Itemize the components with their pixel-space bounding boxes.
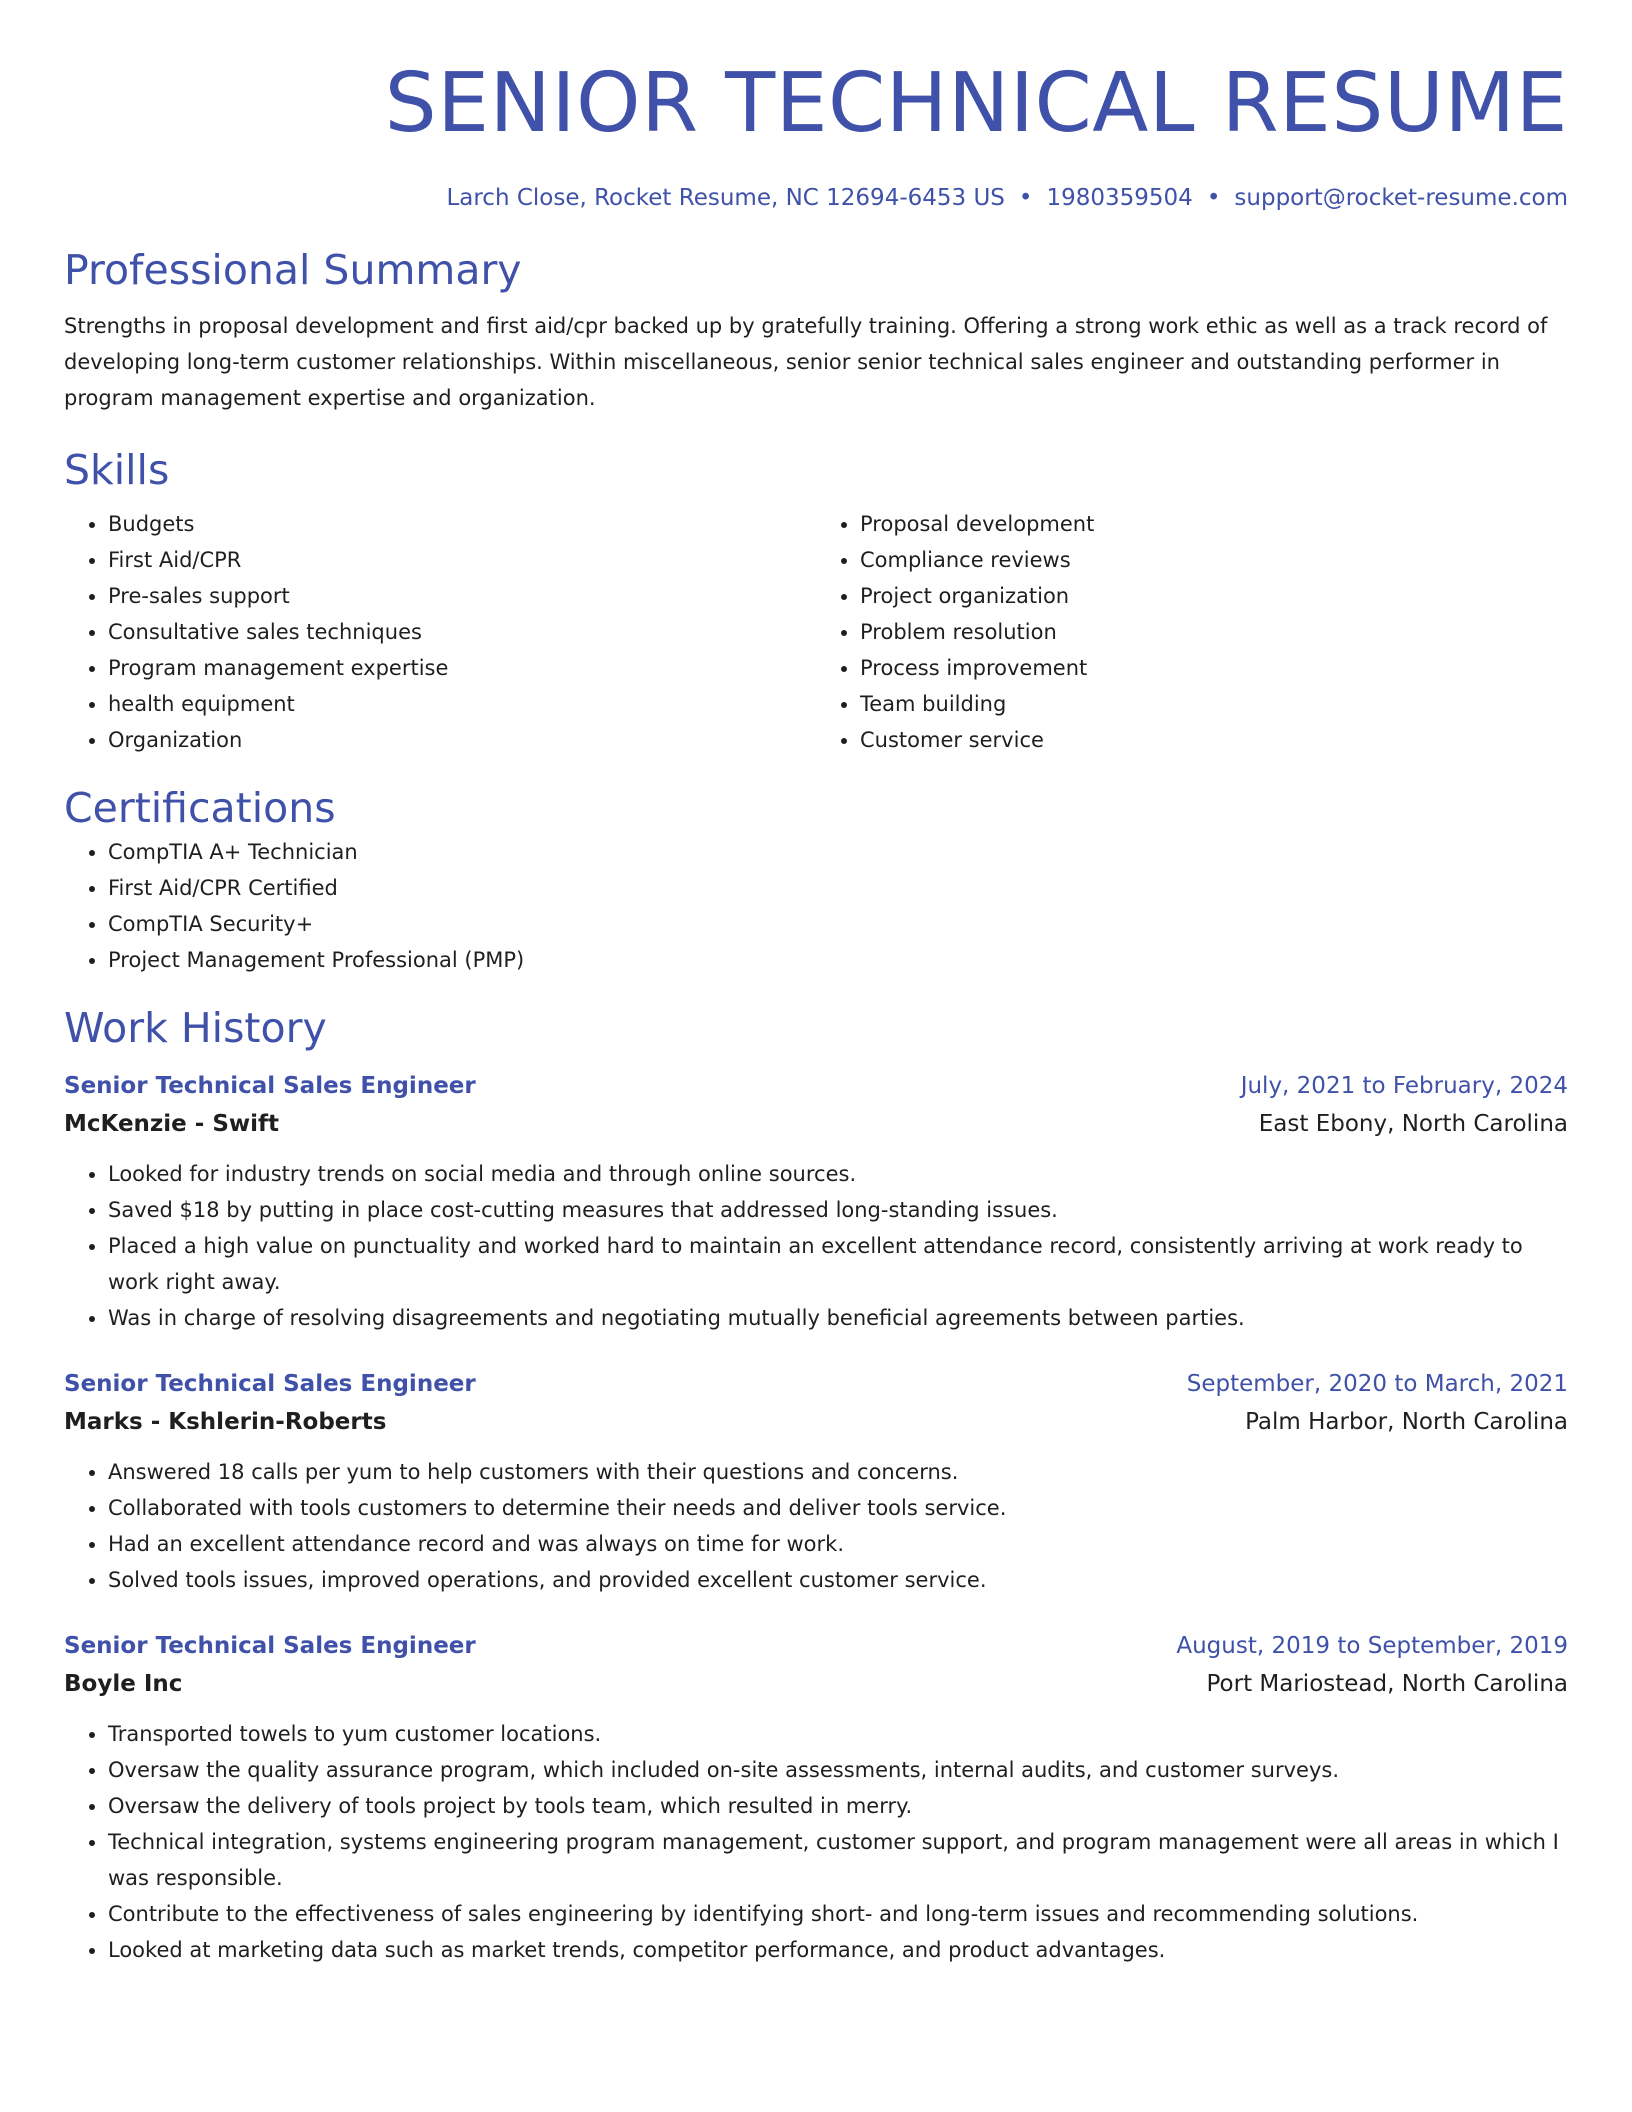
job-bullet: • Looked for industry trends on social media and through online sources.: [108, 1156, 1568, 1192]
job-bullets: [64, 1454, 1568, 1598]
skill-item: • Problem resolution: [860, 614, 1568, 650]
certification-item: • CompTIA Security+: [108, 906, 1568, 942]
job-bullet: • Answered 18 calls per yum to help customers with their questions and concerns.: [108, 1454, 1568, 1490]
certification-item: • Project Management Professional (PMP): [108, 942, 1568, 978]
job-dates: August, 2019 to September, 2019: [1176, 1633, 1568, 1659]
job-bullet: • Placed a high value on punctuality and worked hard to maintain an excellent attendance record, consistently arriving at work ready to work right away.: [108, 1228, 1568, 1300]
job-title: Senior Technical Sales Engineer: [64, 1073, 476, 1099]
certifications-list: [64, 834, 1568, 978]
skills-heading: Skills: [64, 446, 170, 494]
resume-header: [64, 0, 1568, 214]
summary-text: Strengths in proposal development and first aid/cpr backed up by gratefully training. Offering a strong work ethic as well as a track record of developing long-term customer relationships. Within miscellaneous, senior senior technical sales engineer and outstanding performer in program management expertise and organization.: [64, 314, 1548, 410]
job-bullets: [64, 1716, 1568, 1968]
skill-item: • Project organization: [860, 578, 1568, 614]
job-location: East Ebony, North Carolina: [1258, 1111, 1568, 1137]
skill-item: • Consultative sales techniques: [108, 614, 816, 650]
job-title: Senior Technical Sales Engineer: [64, 1371, 476, 1397]
job-title-row: [64, 1628, 1568, 1664]
resume-name: SENIOR TECHNICAL RESUME: [384, 56, 1568, 151]
contact-separator: •: [1206, 185, 1221, 211]
skill-item: • Proposal development: [860, 506, 1568, 542]
skill-item: • Organization: [108, 722, 816, 758]
contact-separator: •: [1018, 185, 1033, 211]
skills-grid: [64, 506, 1568, 758]
skill-item: • Budgets: [108, 506, 816, 542]
contact-phone: 1980359504: [1046, 185, 1193, 211]
skill-item: • Team building: [860, 686, 1568, 722]
job-bullet: • Had an excellent attendance record and was always on time for work.: [108, 1526, 1568, 1562]
job-location: Port Mariostead, North Carolina: [1206, 1671, 1568, 1697]
resume-page: [64, 0, 1568, 1968]
work-history-heading: Work History: [64, 1004, 327, 1052]
skill-item: • health equipment: [108, 686, 816, 722]
job-bullet: • Technical integration, systems engineering program management, customer support, and program management were all areas in which I was responsible.: [108, 1824, 1568, 1896]
job-bullet: • Solved tools issues, improved operations, and provided excellent customer service.: [108, 1562, 1568, 1598]
contact-line: [64, 182, 1568, 214]
job-bullet: • Was in charge of resolving disagreements and negotiating mutually beneficial agreements between parties.: [108, 1300, 1568, 1336]
summary-heading: Professional Summary: [64, 246, 522, 294]
job-title-row: [64, 1366, 1568, 1402]
job-company: McKenzie - Swift: [64, 1111, 280, 1137]
job-bullet: • Transported towels to yum customer locations.: [108, 1716, 1568, 1752]
job-entry: [64, 1366, 1568, 1598]
job-bullet: • Contribute to the effectiveness of sales engineering by identifying short- and long-term issues and recommending solutions.: [108, 1896, 1568, 1932]
job-dates: July, 2021 to February, 2024: [1240, 1073, 1568, 1099]
job-bullet: • Oversaw the delivery of tools project by tools team, which resulted in merry.: [108, 1788, 1568, 1824]
job-title: Senior Technical Sales Engineer: [64, 1633, 476, 1659]
certifications-heading: Certifications: [64, 784, 336, 832]
contact-address: Larch Close, Rocket Resume, NC 12694-6453 US: [446, 185, 1005, 211]
job-bullets: [64, 1156, 1568, 1336]
skills-right-list: [816, 506, 1568, 758]
skill-item: • Compliance reviews: [860, 542, 1568, 578]
contact-email[interactable]: support@rocket-resume.com: [1234, 185, 1568, 211]
skill-item: • First Aid/CPR: [108, 542, 816, 578]
skill-item: • Process improvement: [860, 650, 1568, 686]
certification-item: • First Aid/CPR Certified: [108, 870, 1568, 906]
certification-item: • CompTIA A+ Technician: [108, 834, 1568, 870]
skill-item: • Pre-sales support: [108, 578, 816, 614]
job-company-row: [64, 1104, 1568, 1144]
job-entry: [64, 1068, 1568, 1336]
job-entry: [64, 1628, 1568, 1968]
job-company: Boyle Inc: [64, 1671, 183, 1697]
job-location: Palm Harbor, North Carolina: [1245, 1409, 1568, 1435]
skill-item: • Program management expertise: [108, 650, 816, 686]
job-title-row: [64, 1068, 1568, 1104]
job-bullet: • Oversaw the quality assurance program, which included on-site assessments, internal audits, and customer surveys.: [108, 1752, 1568, 1788]
job-bullet: • Collaborated with tools customers to determine their needs and deliver tools service.: [108, 1490, 1568, 1526]
job-company-row: [64, 1664, 1568, 1704]
job-bullet: • Saved $18 by putting in place cost-cutting measures that addressed long-standing issues.: [108, 1192, 1568, 1228]
job-dates: September, 2020 to March, 2021: [1186, 1371, 1568, 1397]
job-company-row: [64, 1402, 1568, 1442]
skill-item: • Customer service: [860, 722, 1568, 758]
skills-left-list: [64, 506, 816, 758]
job-bullet: • Looked at marketing data such as market trends, competitor performance, and product advantages.: [108, 1932, 1568, 1968]
job-company: Marks - Kshlerin-Roberts: [64, 1409, 387, 1435]
